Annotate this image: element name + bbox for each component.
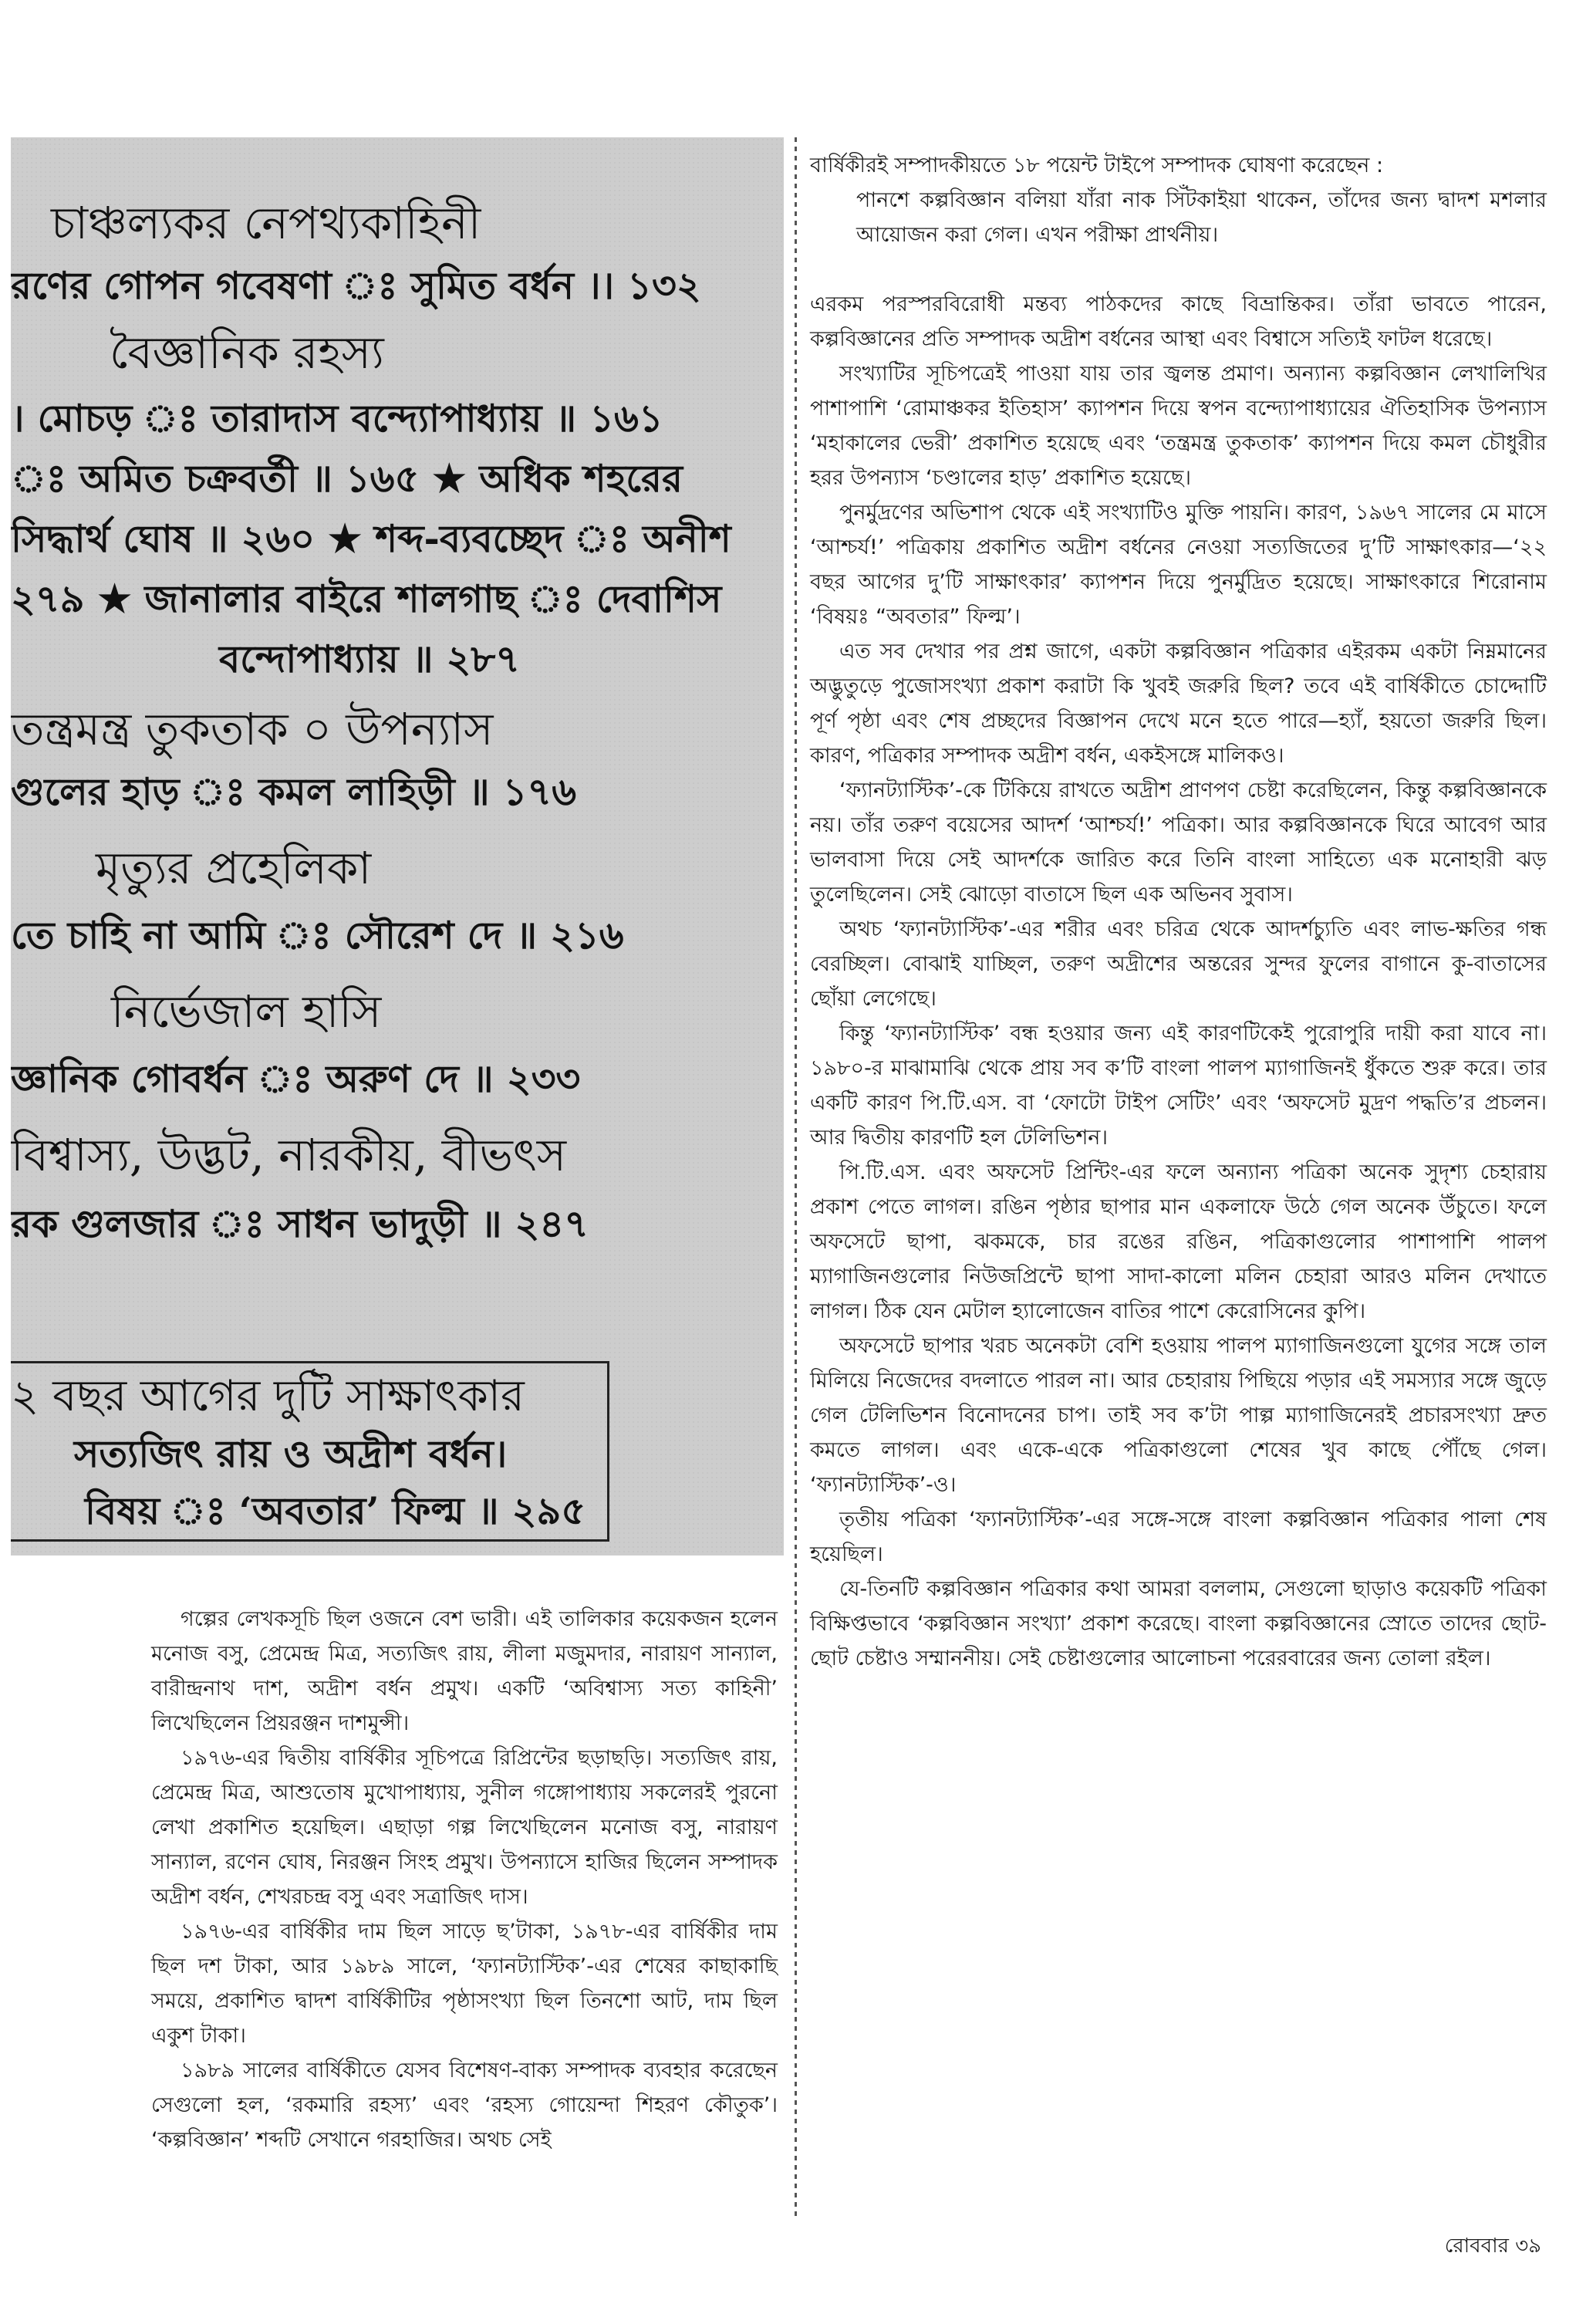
left-column-text — [151, 1602, 778, 2157]
clip-entry-4: সিদ্ধার্থ ঘোষ ॥ ২৬০ ★ শব্দ-ব্যবচ্ছেদ ঃ অনীশ — [11, 516, 731, 561]
clip-heading-3: তন্ত্রমন্ত্র তুকতাক ০ উপন্যাস — [11, 703, 494, 755]
right-paragraph-2: সংখ্যাটির সূচিপত্রেই পাওয়া যায় তার জ্বলন্ত প্রমাণ। অন্যান্য কল্পবিজ্ঞান লেখালিখির পাশাপাশি ‘রোমাঞ্চকর ইতিহাস’ ক্যাপশন দিয়ে স্বপন বন্দ্যোপাধ্যায়ের ঐতিহাসিক উপন্যাস ‘মহাকালের ভেরী’ প্রকাশিত হয়েছে এবং ‘তন্ত্রমন্ত্র তুকতাক’ ক্যাপশন দিয়ে কমল চৌধুরীর হরর উপন্যাস ‘চণ্ডালের হাড়’ প্রকাশিত হয়েছে। — [810, 362, 1547, 490]
clip-entry-7: গুলের হাড় ঃ কমল লাহিড়ী ॥ ১৭৬ — [11, 769, 577, 814]
clip-entry-8: তে চাহি না আমি ঃ সৌরেশ দে ॥ ২১৬ — [11, 913, 624, 958]
clip-heading-4: মৃত্যুর প্রহেলিকা — [96, 842, 372, 894]
right-paragraph-10: তৃতীয় পত্রিকা ‘ফ্যানট্যাস্টিক’-এর সঙ্গে-সঙ্গে বাংলা কল্পবিজ্ঞান পত্রিকার পালা শেষ হয়েছিল। — [810, 1508, 1547, 1566]
contents-clipping-image — [11, 137, 784, 1556]
right-paragraph-8: পি.টি.এস. এবং অফসেট প্রিন্টিং-এর ফলে অন্যান্য পত্রিকা অনেক সুদৃশ্য চেহারায় প্রকাশ পেতে লাগল। রঙিন পৃষ্ঠার ছাপার মান একলাফে উঠে গেল অনেক উঁচুতে। ফলে অফসেটে ছাপা, ঝকমকে, চার রঙের রঙিন, পত্রিকাগুলোর পাশাপাশি পালপ ম্যাগাজিনগুলোর নিউজপ্রিন্টে ছাপা সাদা-কালো মলিন চেহারা আরও মলিন দেখাতে লাগল। ঠিক যেন মেটাল হ্যালোজেন বাতির পাশে কেরোসিনের কুপি। — [810, 1160, 1547, 1323]
right-paragraph-6: অথচ ‘ফ্যানট্যাস্টিক’-এর শরীর এবং চরিত্র থেকে আদর্শচ্যুতি এবং লাভ-ক্ষতির গন্ধ বেরচ্ছিল। বোঝাই যাচ্ছিল, তরুণ অদ্রীশের অন্তরের সুন্দর ফুলের বাগানে কু-বাতাসের ছোঁয়া লেগেছে। — [810, 917, 1547, 1011]
right-paragraph-5: ‘ফ্যানট্যাস্টিক’-কে টিকিয়ে রাখতে অদ্রীশ প্রাণপণ চেষ্টা করেছিলেন, কিন্তু কল্পবিজ্ঞানকে নয়। তাঁর তরুণ বয়েসের আদর্শ ‘আশ্চর্য!’ পত্রিকা। আর কল্পবিজ্ঞানকে ঘিরে আবেগ আর ভালবাসা দিয়ে সেই আদর্শকে জারিত করে তিনি বাংলা সাহিত্যে এক মনোহারী ঝড় তুলেছিলেন। সেই ঝোড়ো বাতাসে ছিল এক অভিনব সুবাস। — [810, 779, 1547, 907]
right-paragraph-3: পুনর্মুদ্রণের অভিশাপ থেকে এই সংখ্যাটিও মুক্তি পায়নি। কারণ, ১৯৬৭ সালের মে মাসে ‘আশ্চর্য!’ পত্রিকায় প্রকাশিত অদ্রীশ বর্ধনের নেওয়া সত্যজিতের দু’টি সাক্ষাৎকার—‘২২ বছর আগের দু’টি সাক্ষাৎকার’ ক্যাপশন দিয়ে পুনর্মুদ্রিত হয়েছে। সাক্ষাৎকারে শিরোনাম ‘বিষয়ঃ “অবতার” ফিল্ম’। — [810, 501, 1547, 629]
page-footer-label: রোববার ৩৯ — [1444, 2234, 1541, 2258]
clip-entry-2: । মোচড় ঃ তারাদাস বন্দ্যোপাধ্যায় ॥ ১৬১ — [11, 396, 663, 441]
clip-entry-6: বন্দোপাধ্যায় ॥ ২৮৭ — [219, 637, 521, 681]
clip-heading-6: বিশ্বাস্য, উদ্ভট, নারকীয়, বীভৎস — [11, 1129, 567, 1181]
right-intro: বার্ষিকীরই সম্পাদকীয়তে ১৮ পয়েন্ট টাইপে সম্পাদক ঘোষণা করেছেন : — [810, 154, 1384, 177]
clip-heading-7: ২ বছর আগের দুটি সাক্ষাৎকার — [11, 1371, 525, 1421]
left-paragraph-1: গল্পের লেখকসূচি ছিল ওজনে বেশ ভারী। এই তালিকার কয়েকজন হলেন মনোজ বসু, প্রেমেন্দ্র মিত্র, সত্যজিৎ রায়, লীলা মজুমদার, নারায়ণ সান্যাল, বারীন্দ্রনাথ দাশ, অদ্রীশ বর্ধন প্রমুখ। একটি ‘অবিশ্বাস্য সত্য কাহিনী’ লিখেছিলেন প্রিয়রঞ্জন দাশমুন্সী। — [151, 1607, 778, 1735]
clip-entry-9: জ্ঞানিক গোবর্ধন ঃ অরুণ দে ॥ ২৩৩ — [11, 1056, 581, 1101]
clip-heading-2: বৈজ্ঞানিক রহস্য — [110, 326, 384, 379]
right-column-text — [810, 148, 1547, 1676]
clip-heading-5: নির্ভেজাল হাসি — [111, 985, 382, 1038]
right-paragraph-7: কিন্তু ‘ফ্যানট্যাস্টিক’ বন্ধ হওয়ার জন্য এই কারণটিকেই পুরোপুরি দায়ী করা যাবে না। ১৯৮০-র মাঝামাঝি থেকে প্রায় সব ক’টি বাংলা পালপ ম্যাগাজিনই ধুঁকতে শুরু করে। তার একটি কারণ পি.টি.এস. বা ‘ফোটো টাইপ সেটিং’ এবং ‘অফসেট মুদ্রণ পদ্ধতি’র প্রচলন। আর দ্বিতীয় কারণটি হল টেলিভিশন। — [810, 1022, 1547, 1150]
left-paragraph-2: ১৯৭৬-এর দ্বিতীয় বার্ষিকীর সূচিপত্রে রিপ্রিন্টের ছড়াছড়ি। সত্যজিৎ রায়, প্রেমেন্দ্র মিত্র, আশুতোষ মুখোপাধ্যায়, সুনীল গঙ্গোপাধ্যায় সকলেরই পুরনো লেখা প্রকাশিত হয়েছিল। এছাড়া গল্প লিখেছিলেন মনোজ বসু, নারায়ণ সান্যাল, রণেন ঘোষ, নিরঞ্জন সিংহ প্রমুখ। উপন্যাসে হাজির ছিলেন সম্পাদক অদ্রীশ বর্ধন, শেখরচন্দ্র বসু এবং সত্রাজিৎ দাস। — [151, 1746, 778, 1909]
editorial-quote: পানশে কল্পবিজ্ঞান বলিয়া যাঁরা নাক সিঁটকাইয়া থাকেন, তাঁদের জন্য দ্বাদশ মশলার আয়োজন করা গেল। এখন পরীক্ষা প্রার্থনীয়। — [856, 188, 1547, 247]
clip-heading-1: চাঞ্চল্যকর নেপথ্যকাহিনী — [51, 197, 481, 249]
clip-entry-3: ঃ অমিত চক্রবর্তী ॥ ১৬৫ ★ অধিক শহরের — [11, 456, 683, 501]
column-divider — [795, 137, 797, 2221]
left-paragraph-3: ১৯৭৬-এর বার্ষিকীর দাম ছিল সাড়ে ছ’টাকা, ১৯৭৮-এর বার্ষিকীর দাম ছিল দশ টাকা, আর ১৯৮৯ সালে, ‘ফ্যানট্যাস্টিক’-এর শেষের কাছাকাছি সময়ে, প্রকাশিত দ্বাদশ বার্ষিকীটির পৃষ্ঠাসংখ্যা ছিল তিনশো আট, দাম ছিল একুশ টাকা। — [151, 1920, 778, 2048]
clip-entry-10: রক গুলজার ঃ সাধন ভাদুড়ী ॥ ২৪৭ — [11, 1201, 589, 1246]
clip-entry-1: রণের গোপন গবেষণা ঃ সুমিত বর্ধন ।। ১৩২ — [11, 263, 701, 308]
clip-entry-11: সত্যজিৎ রায় ও অদ্রীশ বর্ধন। — [74, 1431, 508, 1476]
left-paragraph-4: ১৯৮৯ সালের বার্ষিকীতে যেসব বিশেষণ-বাক্য সম্পাদক ব্যবহার করেছেন সেগুলো হল, ‘রকমারি রহস্য’ এবং ‘রহস্য গোয়েন্দা শিহরণ কৌতুক’। ‘কল্পবিজ্ঞান’ শব্দটি সেখানে গরহাজির। অথচ সেই — [151, 2059, 778, 2152]
right-paragraph-4: এত সব দেখার পর প্রশ্ন জাগে, একটা কল্পবিজ্ঞান পত্রিকার এইরকম একটা নিম্নমানের অদ্ভুতুড়ে পুজোসংখ্যা প্রকাশ করাটা কি খুবই জরুরি ছিল? তবে এই বার্ষিকীতে চোদ্দোটি পূর্ণ পৃষ্ঠা এবং শেষ প্রচ্ছদের বিজ্ঞাপন দেখে মনে হতে পারে—হ্যাঁ, হয়তো জরুরি ছিল। কারণ, পত্রিকার সম্পাদক অদ্রীশ বর্ধন, একইসঙ্গে মালিকও। — [810, 640, 1547, 768]
right-paragraph-1: এরকম পরস্পরবিরোধী মন্তব্য পাঠকদের কাছে বিভ্রান্তিকর। তাঁরা ভাবতে পারেন, কল্পবিজ্ঞানের প্রতি সম্পাদক অদ্রীশ বর্ধনের আস্থা এবং বিশ্বাসে সত্যিই ফাটল ধরেছে। — [810, 292, 1547, 351]
right-paragraph-9: অফসেটে ছাপার খরচ অনেকটা বেশি হওয়ায় পালপ ম্যাগাজিনগুলো যুগের সঙ্গে তাল মিলিয়ে নিজেদের বদলাতে পারল না। আর চেহারায় পিছিয়ে পড়ার এই সমস্যার সঙ্গে জুড়ে গেল টেলিভিশন বিনোদনের চাপ। তাই সব ক’টা পাল্প ম্যাগাজিনেরই প্রচারসংখ্যা দ্রুত কমতে লাগল। এবং একে-একে পত্রিকাগুলো শেষের খুব কাছে পৌঁছে গেল। ‘ফ্যানট্যাস্টিক’-ও। — [810, 1334, 1547, 1497]
clip-entry-12: বিষয় ঃ ‘অবতার’ ফিল্ম ॥ ২৯৫ — [85, 1488, 586, 1533]
clip-entry-5: ২৭৯ ★ জানালার বাইরে শালগাছ ঃ দেবাশিস — [11, 576, 722, 621]
right-paragraph-11: যে-তিনটি কল্পবিজ্ঞান পত্রিকার কথা আমরা বললাম, সেগুলো ছাড়াও কয়েকটি পত্রিকা বিক্ষিপ্তভাবে ‘কল্পবিজ্ঞান সংখ্যা’ প্রকাশ করেছে। বাংলা কল্পবিজ্ঞানের স্রোতে তাদের ছোট-ছোট চেষ্টাও সম্মাননীয়। সেই চেষ্টাগুলোর আলোচনা পরেরবারের জন্য তোলা রইল। — [810, 1577, 1547, 1670]
